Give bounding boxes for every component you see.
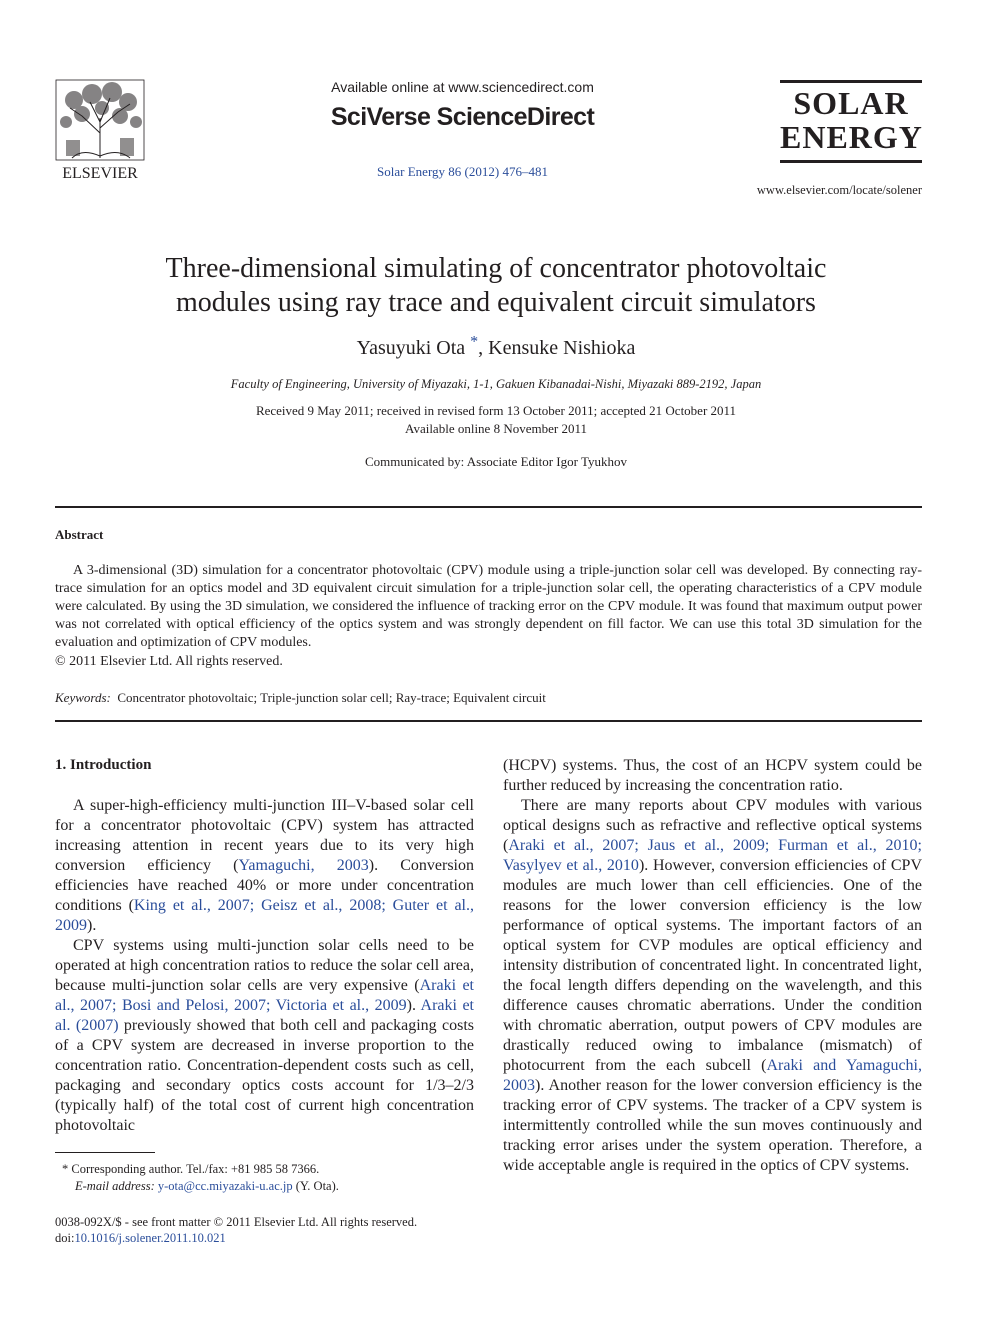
journal-url-link[interactable]: www.elsevier.com/locate/solener [756,183,922,197]
journal-title-line1: SOLAR [793,85,909,121]
corresponding-author-footnote: * Corresponding author. Tel./fax: +81 985 58 7366. [62,1162,320,1176]
received-dates: Received 9 May 2011; received in revised form 13 October 2011; accepted 21 October 2011 [255,403,737,418]
text-run: ). [87,917,97,934]
publisher-wordmark: ELSEVIER [62,165,138,182]
doi-label: doi: [55,1231,75,1245]
intro-paragraph-1 [55,796,474,936]
author-list [60,333,932,360]
email-link[interactable]: y-ota@cc.miyazaki-u.ac.jp [157,1179,293,1193]
journal-title-rule-bottom [780,160,922,163]
keywords [55,690,546,706]
doi [55,1231,226,1246]
affiliation: Faculty of Engineering, University of Miyazaki, 1-1, Gakuen Kibanadai-Nishi, Miyazaki 889-2192, Japan [230,377,762,391]
communicated-by: Communicated by: Associate Editor Igor Tyukhov [364,454,628,469]
elsevier-tree-icon [52,78,148,184]
text-run: A super-high-efficiency multi-junction III–V-based solar cell for a concentrator photovoltaic (CPV) system has attracted increasing attention in recent years due to its very high conversion efficiency ( [55,797,474,874]
author-nishioka[interactable]: Kensuke Nishioka [488,337,636,359]
doi-link[interactable]: 10.1016/j.solener.2011.10.021 [74,1231,226,1245]
available-online-date: Available online 8 November 2011 [405,421,587,436]
text-run: ). [406,997,421,1014]
elsevier-logo [52,78,148,184]
corresponding-author-mark[interactable]: * [470,333,479,351]
left-column [55,796,474,1136]
keywords-label: Keywords: [55,690,111,705]
text-run: ). Another reason for the lower conversion efficiency is the tracking error of CPV systems. The tracker of a CPV system is intermittently controlled while the sun moves continuously and tracking error arises under the system operation. Therefore, a wide acceptable angle is required in the optics of CPV systems. [503,1077,922,1174]
title-line-2: modules using ray trace and equivalent circuit simulators [176,287,816,318]
ref-link[interactable]: Yamaguchi, 2003 [238,857,369,874]
footnote-rule [55,1152,155,1153]
intro-paragraph-2 [55,936,474,1136]
available-online-text: Available online at www.sciencedirect.com [331,79,594,95]
front-matter: 0038-092X/$ - see front matter © 2011 Elsevier Ltd. All rights reserved. [55,1215,418,1229]
text-run: There are many reports about CPV modules with various optical designs such as refractive and reflective optical systems ( [503,797,922,854]
keywords-list: Concentrator photovoltaic; Triple-junction solar cell; Ray-trace; Equivalent circuit [117,690,546,705]
abstract-heading: Abstract [55,527,104,542]
email-tail: (Y. Ota). [292,1179,339,1193]
ref-link[interactable]: Araki et al. (2007) [55,997,475,1034]
title-line-1: Three-dimensional simulating of concentrator photovoltaic [165,253,827,284]
author-separator: , [478,337,489,359]
text-run: previously showed that both cell and packaging costs of a CPV system are decreased in inverse proportion to the concentration ratio. Concentration-dependent costs such as cell, packaging and secondary optics costs account for 1/3–2/3 (typically half) of the total cost of current high concentration photovoltaic [55,1017,475,1134]
journal-citation-link[interactable]: Solar Energy 86 (2012) 476–481 [377,164,548,179]
article-title [60,252,932,320]
intro-paragraph-2-cont: (HCPV) systems. Thus, the cost of an HCPV system could be further reduced by increasing the concentration ratio. [503,757,922,794]
ref-link[interactable]: Araki et al., 2007; Jaus et al., 2009; Furman et al., 2010; Vasylyev et al., 2010 [503,837,922,874]
sciencedirect-brand[interactable]: SciVerse ScienceDirect [330,103,595,131]
abstract-copyright: © 2011 Elsevier Ltd. All rights reserved. [55,654,283,669]
intro-paragraph-3 [503,796,922,1176]
abstract-text: A 3-dimensional (3D) simulation for a concentrator photovoltaic (CPV) module using a triple-junction solar cell was developed. By connecting ray-trace simulation for an optics model and 3D equivalent circuit simulation for a triple-junction solar cell, the operating characteristics of a CPV module were calculated. By using the 3D simulation, we considered the influence of tracking error on the CPV module. It was found that maximum output power was not correlated with optical efficiency of the optics system and was strongly dependent on fill factor. We can use this total 3D simulation for the evaluation and optimization of CPV modules. [55,563,922,650]
ref-link[interactable]: Araki and Yamaguchi, 2003 [503,1057,922,1094]
text-run: ). Conversion efficiencies have reached 40% or more under concentration conditions ( [55,857,474,914]
ref-link[interactable]: Araki et al., 2007; Bosi and Pelosi, 2007; Victoria et al., 2009 [55,977,474,1014]
journal-title-line2: ENERGY [780,119,923,155]
author-ota[interactable]: Yasuyuki Ota [356,337,466,359]
right-column [503,756,922,1176]
journal-title [780,86,922,154]
abstract-top-rule [55,506,922,508]
email-footnote [75,1179,339,1194]
section-heading-introduction: 1. Introduction [55,757,152,773]
ref-link[interactable]: King et al., 2007; Geisz et al., 2008; Guter et al., 2009 [55,897,474,934]
text-run: ). However, conversion efficiencies of CPV modules are much lower than cell efficiencies. One of the reasons for the lower conversion efficiency is the low performance of optical systems. The important factors of an optical system for CVP modules are optical efficiency and intensity distribution of concentrated light. In concentrated light, the focal length differs depending on the wavelength, and this difference causes chromatic aberrations. Under the condition with chromatic aberration, output powers of CPV modules are drastically reduced owing to imbalance (mismatch) of photocurrent from the each subcell ( [503,857,923,1074]
email-label: E-mail address: [75,1179,155,1193]
abstract-bottom-rule [55,720,922,722]
journal-title-rule-top [780,80,922,83]
text-run: CPV systems using multi-junction solar cells need to be operated at high concentration ratios to reduce the solar cell area, because multi-junction solar cells are very expensive ( [55,937,474,994]
